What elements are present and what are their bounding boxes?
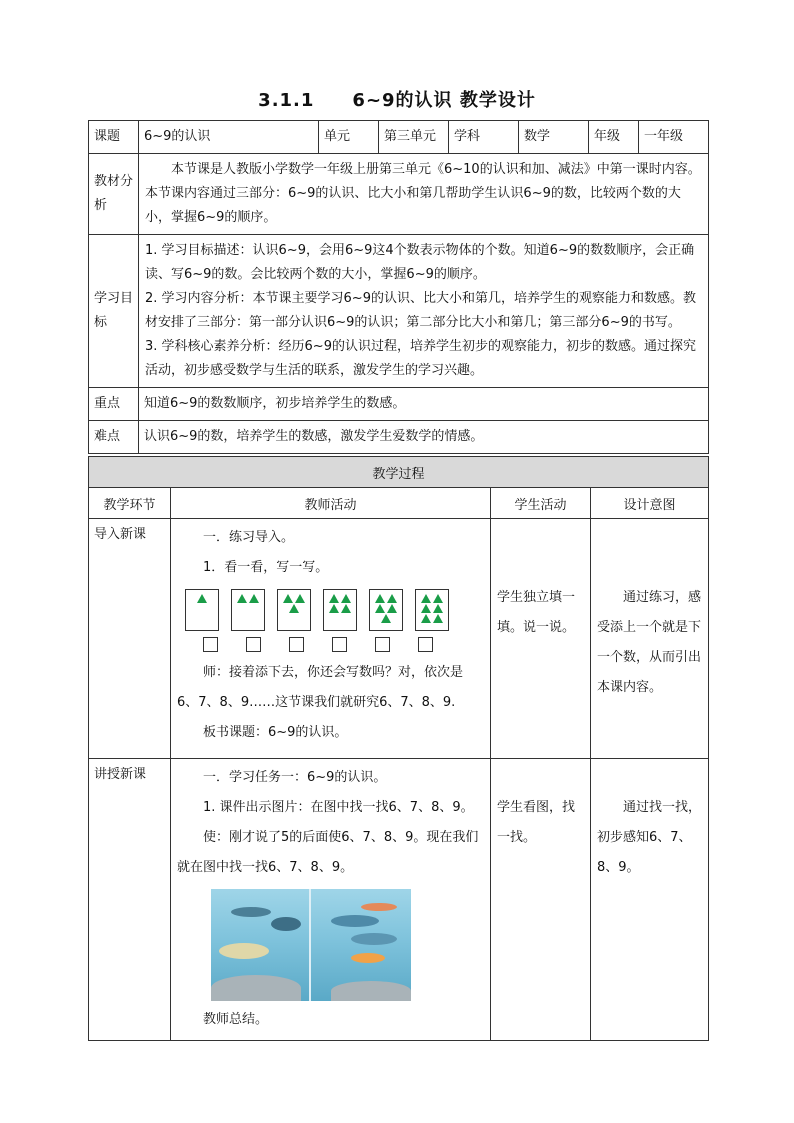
triangle-icon [433,594,443,603]
goals-label: 学习目标 [89,235,139,388]
goal-item-3: 3. 学科核心素养分析：经历6~9的认识过程，培养学生初步的观察能力，初步的数感。通过探究活动，初步感受数学与生活的联系，激发学生的学习兴趣。 [145,339,696,378]
triangle-icon [375,594,385,603]
triangle-card [277,589,311,631]
process-row-teach [89,759,709,1041]
info-row-difficult [89,421,709,454]
answer-box[interactable] [289,637,304,652]
key-label: 重点 [89,388,139,421]
unit-value: 第三单元 [379,121,449,154]
triangle-icon [421,594,431,603]
image-orange-fish [351,953,385,963]
triangle-icon [381,614,391,623]
teach-line-2: 1. 课件出示图片：在图中找一找6、7、8、9。 [203,800,474,815]
student-teach: 学生看图，找一找。 [491,759,591,1041]
triangle-icon [433,604,443,613]
image-spine [309,889,311,1001]
image-dolphin-1 [331,915,379,927]
intro-line-1: 一．练习导入。 [203,530,295,545]
student-intro: 学生独立填一填。说一说。 [491,519,591,759]
answer-box[interactable] [203,637,218,652]
teach-line-3: 使：刚才说了5的后面使6、7、8、9。现在我们就在图中找一找6、7、8、9。 [177,830,479,875]
image-red-fish [361,903,397,911]
intent-teach: 通过找一找，初步感知6、7、8、9。 [591,759,709,1041]
process-header-row [89,457,709,488]
document-title: 3.1.1 6~9的认识 教学设计 [258,90,536,111]
triangle-icon [197,594,207,603]
triangle-icon [249,594,259,603]
triangle-icon [387,604,397,613]
course-value: 6~9的认识 [139,121,319,154]
grade-label: 年级 [589,121,639,154]
col-teacher: 教师活动 [171,488,491,519]
image-dolphin-2 [351,933,397,945]
difficult-text: 认识6~9的数，培养学生的数感，激发学生爱数学的情感。 [139,421,709,454]
course-label: 课题 [89,121,139,154]
answer-box[interactable] [332,637,347,652]
answer-box[interactable] [246,637,261,652]
difficult-label: 难点 [89,421,139,454]
key-text: 知道6~9的数数顺序，初步培养学生的数感。 [139,388,709,421]
process-row-intro [89,519,709,759]
col-intent: 设计意图 [591,488,709,519]
col-stage: 教学环节 [89,488,171,519]
stage-teach: 讲授新课 [89,759,171,1041]
triangle-icon [341,604,351,613]
triangle-card [415,589,449,631]
triangle-icon [375,604,385,613]
triangle-card [369,589,403,631]
triangle-icon [295,594,305,603]
subject-value: 数学 [519,121,589,154]
intro-line-2: 1．看一看，写一写。 [203,560,329,575]
info-row-key [89,388,709,421]
image-rock-left [211,975,301,1001]
triangle-icon [237,594,247,603]
answer-box[interactable] [375,637,390,652]
triangle-icon [329,594,339,603]
answer-boxes [203,637,484,652]
triangle-icon [421,614,431,623]
triangle-card [323,589,357,631]
goal-item-1: 1. 学习目标描述：认识6~9，会用6~9这4个数表示物体的个数。知道6~9的数数顺序，会正确读、写6~9的数。会比较两个数的大小，掌握6~9的顺序。 [145,243,695,282]
image-fish [231,907,271,917]
info-table [88,120,709,454]
unit-label: 单元 [319,121,379,154]
process-header: 教学过程 [89,457,709,488]
grade-value: 一年级 [639,121,709,154]
material-text: 本节课是人教版小学数学一年级上册第三单元《6~10的认识和加、减法》中第一课时内容。本节课内容通过三部分：6~9的认识、比大小和第几帮助学生认识6~9的数，比较两个数的大小，掌握6~9的顺序。 [145,162,701,225]
stage-intro: 导入新课 [89,519,171,759]
triangle-card [185,589,219,631]
ocean-scene-image [211,889,411,1001]
image-rock-right [331,981,411,1001]
triangle-icon [387,594,397,603]
col-student: 学生活动 [491,488,591,519]
info-row-goals [89,235,709,388]
triangle-icon [283,594,293,603]
material-label: 教材分析 [89,154,139,235]
info-row-course [89,121,709,154]
process-table [88,456,709,1041]
intro-line-4: 板书课题：6~9的认识。 [203,725,348,740]
process-columns-row [89,488,709,519]
triangle-card [231,589,265,631]
teach-summary: 教师总结。 [203,1012,269,1027]
image-fish-school [219,943,269,959]
intent-intro: 通过练习，感受添上一个就是下一个数，从而引出本课内容。 [591,519,709,759]
triangle-icon [421,604,431,613]
image-ray [271,917,301,931]
triangle-icon [289,604,299,613]
triangle-icon [329,604,339,613]
subject-label: 学科 [449,121,519,154]
info-row-material [89,154,709,235]
triangle-icon [433,614,443,623]
triangle-cards [185,589,484,631]
answer-box[interactable] [418,637,433,652]
triangle-icon [341,594,351,603]
goal-item-2: 2. 学习内容分析：本节课主要学习6~9的认识、比大小和第几，培养学生的观察能力和数感。教材安排了三部分：第一部分认识6~9的认识；第二部分比大小和第几；第三部分6~9的书写。 [145,291,696,330]
teach-line-1: 一．学习任务一：6~9的认识。 [203,770,387,785]
intro-line-3: 师：接着添下去，你还会写数吗？对，依次是6、7、8、9……这节课我们就研究6、7、8、9. [177,665,464,710]
